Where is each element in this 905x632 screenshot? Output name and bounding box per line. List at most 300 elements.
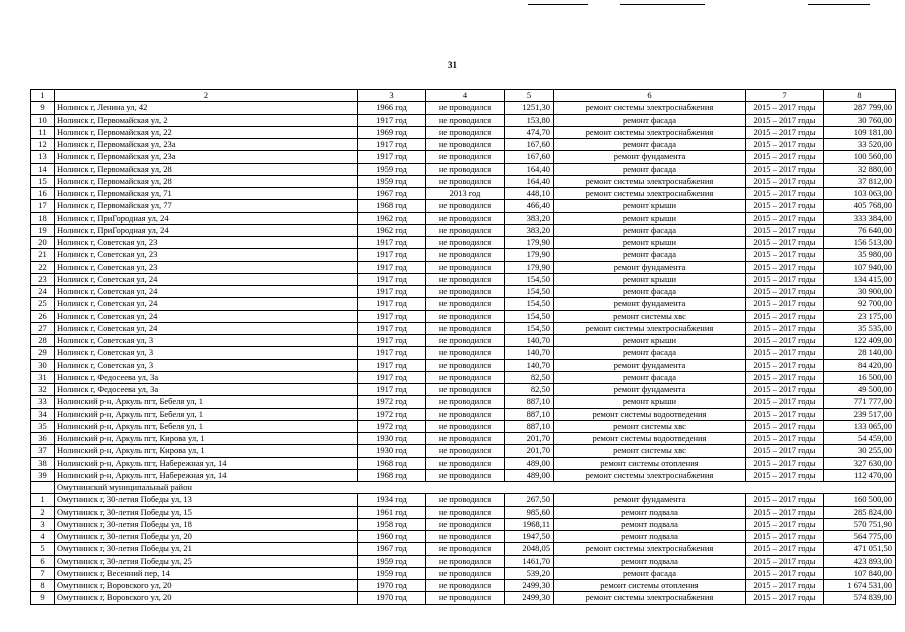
last-repair-year-cell: не проводился — [426, 151, 505, 163]
period-cell: 2015 – 2017 годы — [746, 408, 824, 420]
col-number-8: 8 — [824, 90, 896, 102]
last-repair-year-cell: не проводился — [426, 249, 505, 261]
table-row — [31, 469, 896, 481]
cost-cell: 285 824,00 — [824, 506, 896, 518]
row-number-cell: 26 — [31, 310, 55, 322]
address-cell: Нолинский р-н, Аркуль пгт, Бебеля ул, 1 — [55, 408, 358, 420]
table-row — [31, 359, 896, 371]
cost-cell: 1 674 531,00 — [824, 580, 896, 592]
period-cell: 2015 – 2017 годы — [746, 335, 824, 347]
build-year-cell: 1934 год — [358, 494, 426, 506]
last-repair-year-cell: не проводился — [426, 359, 505, 371]
work-type-cell: ремонт фасада — [554, 347, 746, 359]
section-empty-cell — [31, 482, 55, 494]
address-cell: Нолинский р-н, Аркуль пгт, Набережная ул, 14 — [55, 469, 358, 481]
cost-cell: 103 063,00 — [824, 188, 896, 200]
area-cell: 153,80 — [505, 114, 554, 126]
row-number-cell: 10 — [31, 114, 55, 126]
address-cell: Нолинск г, Первомайская ул, 2 — [55, 114, 358, 126]
table-row — [31, 445, 896, 457]
col-number-2: 2 — [55, 90, 358, 102]
area-cell: 985,60 — [505, 506, 554, 518]
area-cell: 1968,11 — [505, 518, 554, 530]
table-row — [31, 139, 896, 151]
address-cell: Нолинский р-н, Аркуль пгт, Бебеля ул, 1 — [55, 396, 358, 408]
area-cell: 140,70 — [505, 347, 554, 359]
cost-cell: 107 940,00 — [824, 261, 896, 273]
table-row — [31, 224, 896, 236]
work-type-cell: ремонт системы электроснабжения — [554, 102, 746, 114]
last-repair-year-cell: не проводился — [426, 114, 505, 126]
cost-cell: 122 409,00 — [824, 335, 896, 347]
period-cell: 2015 – 2017 годы — [746, 494, 824, 506]
last-repair-year-cell: не проводился — [426, 531, 505, 543]
col-number-1: 1 — [31, 90, 55, 102]
section-row — [31, 482, 896, 494]
cost-cell: 107 840,00 — [824, 567, 896, 579]
work-type-cell: ремонт фасада — [554, 139, 746, 151]
work-type-cell: ремонт крыши — [554, 212, 746, 224]
last-repair-year-cell: не проводился — [426, 224, 505, 236]
period-cell: 2015 – 2017 годы — [746, 286, 824, 298]
build-year-cell: 1917 год — [358, 139, 426, 151]
table-row — [31, 567, 896, 579]
build-year-cell: 1917 год — [358, 359, 426, 371]
row-number-cell: 3 — [31, 518, 55, 530]
col-number-5: 5 — [505, 90, 554, 102]
work-type-cell: ремонт системы хвс — [554, 445, 746, 457]
area-cell: 140,70 — [505, 335, 554, 347]
col-number-4: 4 — [426, 90, 505, 102]
build-year-cell: 1917 год — [358, 347, 426, 359]
row-number-cell: 12 — [31, 139, 55, 151]
row-number-cell: 22 — [31, 261, 55, 273]
work-type-cell: ремонт фасада — [554, 114, 746, 126]
row-number-cell: 25 — [31, 298, 55, 310]
row-number-cell: 15 — [31, 175, 55, 187]
row-number-cell: 30 — [31, 359, 55, 371]
repair-schedule-table — [30, 89, 896, 605]
table-row — [31, 126, 896, 138]
cost-cell: 564 775,00 — [824, 531, 896, 543]
build-year-cell: 1970 год — [358, 592, 426, 604]
last-repair-year-cell: не проводился — [426, 102, 505, 114]
area-cell: 82,50 — [505, 371, 554, 383]
period-cell: 2015 – 2017 годы — [746, 151, 824, 163]
period-cell: 2015 – 2017 годы — [746, 506, 824, 518]
last-repair-year-cell: не проводился — [426, 237, 505, 249]
cost-cell: 33 520,00 — [824, 139, 896, 151]
work-type-cell: ремонт системы хвс — [554, 420, 746, 432]
area-cell: 140,70 — [505, 359, 554, 371]
build-year-cell: 1917 год — [358, 310, 426, 322]
period-cell: 2015 – 2017 годы — [746, 188, 824, 200]
table-row — [31, 531, 896, 543]
area-cell: 466,40 — [505, 200, 554, 212]
area-cell: 154,50 — [505, 273, 554, 285]
address-cell: Нолинск г, Федосеева ул, 3а — [55, 371, 358, 383]
work-type-cell: ремонт подвала — [554, 531, 746, 543]
cost-cell: 30 900,00 — [824, 286, 896, 298]
area-cell: 167,60 — [505, 151, 554, 163]
column-number-row — [31, 90, 896, 102]
work-type-cell: ремонт фасада — [554, 567, 746, 579]
build-year-cell: 1968 год — [358, 469, 426, 481]
table-row — [31, 592, 896, 604]
area-cell: 154,50 — [505, 286, 554, 298]
row-number-cell: 7 — [31, 567, 55, 579]
row-number-cell: 2 — [31, 506, 55, 518]
table-row — [31, 335, 896, 347]
table-row — [31, 310, 896, 322]
table-row — [31, 298, 896, 310]
build-year-cell: 1917 год — [358, 335, 426, 347]
cost-cell: 28 140,00 — [824, 347, 896, 359]
cost-cell: 35 980,00 — [824, 249, 896, 261]
table-row — [31, 580, 896, 592]
period-cell: 2015 – 2017 годы — [746, 371, 824, 383]
build-year-cell: 1959 год — [358, 163, 426, 175]
address-cell: Нолинск г, ПриГородная ул, 24 — [55, 212, 358, 224]
row-number-cell: 9 — [31, 592, 55, 604]
last-repair-year-cell: не проводился — [426, 518, 505, 530]
table-row — [31, 249, 896, 261]
area-cell: 2499,30 — [505, 580, 554, 592]
table-row — [31, 555, 896, 567]
row-number-cell: 29 — [31, 347, 55, 359]
build-year-cell: 1959 год — [358, 175, 426, 187]
cost-cell: 574 839,00 — [824, 592, 896, 604]
address-cell: Нолинск г, Советская ул, 23 — [55, 237, 358, 249]
address-cell: Нолинск г, Советская ул, 3 — [55, 359, 358, 371]
cost-cell: 16 500,00 — [824, 371, 896, 383]
last-repair-year-cell: не проводился — [426, 335, 505, 347]
work-type-cell: ремонт крыши — [554, 200, 746, 212]
build-year-cell: 1959 год — [358, 567, 426, 579]
row-number-cell: 28 — [31, 335, 55, 347]
period-cell: 2015 – 2017 годы — [746, 322, 824, 334]
table-row — [31, 175, 896, 187]
period-cell: 2015 – 2017 годы — [746, 555, 824, 567]
build-year-cell: 1969 год — [358, 126, 426, 138]
address-cell: Нолинск г, Первомайская ул, 23а — [55, 139, 358, 151]
last-repair-year-cell: не проводился — [426, 273, 505, 285]
work-type-cell: ремонт крыши — [554, 335, 746, 347]
work-type-cell: ремонт фасада — [554, 224, 746, 236]
cost-cell: 23 175,00 — [824, 310, 896, 322]
work-type-cell: ремонт фундамента — [554, 261, 746, 273]
area-cell: 267,50 — [505, 494, 554, 506]
period-cell: 2015 – 2017 годы — [746, 518, 824, 530]
last-repair-year-cell: не проводился — [426, 200, 505, 212]
cost-cell: 134 415,00 — [824, 273, 896, 285]
address-cell: Нолинск г, Первомайская ул, 71 — [55, 188, 358, 200]
last-repair-year-cell: не проводился — [426, 175, 505, 187]
row-number-cell: 17 — [31, 200, 55, 212]
row-number-cell: 13 — [31, 151, 55, 163]
period-cell: 2015 – 2017 годы — [746, 531, 824, 543]
table-row — [31, 457, 896, 469]
build-year-cell: 1917 год — [358, 261, 426, 273]
address-cell: Нолинский р-н, Аркуль пгт, Кирова ул, 1 — [55, 445, 358, 457]
area-cell: 164,40 — [505, 175, 554, 187]
table-row — [31, 506, 896, 518]
area-cell: 201,70 — [505, 433, 554, 445]
address-cell: Омутнинск г, 30-летия Победы ул, 20 — [55, 531, 358, 543]
table-body — [31, 90, 896, 605]
address-cell: Нолинск г, Первомайская ул, 23а — [55, 151, 358, 163]
period-cell: 2015 – 2017 годы — [746, 200, 824, 212]
address-cell: Омутнинск г, 30-летия Победы ул, 15 — [55, 506, 358, 518]
last-repair-year-cell: не проводился — [426, 163, 505, 175]
address-cell: Нолинск г, Первомайская ул, 22 — [55, 126, 358, 138]
table-row — [31, 163, 896, 175]
address-cell: Нолинск г, Советская ул, 24 — [55, 310, 358, 322]
build-year-cell: 1958 год — [358, 518, 426, 530]
table-row — [31, 543, 896, 555]
row-number-cell: 18 — [31, 212, 55, 224]
area-cell: 82,50 — [505, 384, 554, 396]
build-year-cell: 1972 год — [358, 408, 426, 420]
period-cell: 2015 – 2017 годы — [746, 592, 824, 604]
cost-cell: 84 420,00 — [824, 359, 896, 371]
work-type-cell: ремонт крыши — [554, 273, 746, 285]
area-cell: 164,40 — [505, 163, 554, 175]
period-cell: 2015 – 2017 годы — [746, 237, 824, 249]
area-cell: 539,20 — [505, 567, 554, 579]
last-repair-year-cell: не проводился — [426, 384, 505, 396]
work-type-cell: ремонт системы электроснабжения — [554, 322, 746, 334]
cost-cell: 49 500,00 — [824, 384, 896, 396]
period-cell: 2015 – 2017 годы — [746, 249, 824, 261]
cost-cell: 37 812,00 — [824, 175, 896, 187]
period-cell: 2015 – 2017 годы — [746, 310, 824, 322]
table-row — [31, 494, 896, 506]
build-year-cell: 1961 год — [358, 506, 426, 518]
table-row — [31, 212, 896, 224]
period-cell: 2015 – 2017 годы — [746, 347, 824, 359]
period-cell: 2015 – 2017 годы — [746, 212, 824, 224]
last-repair-year-cell: не проводился — [426, 506, 505, 518]
cost-cell: 287 799,00 — [824, 102, 896, 114]
build-year-cell: 1967 год — [358, 543, 426, 555]
row-number-cell: 9 — [31, 102, 55, 114]
row-number-cell: 8 — [31, 580, 55, 592]
work-type-cell: ремонт подвала — [554, 518, 746, 530]
cost-cell: 156 513,00 — [824, 237, 896, 249]
last-repair-year-cell: не проводился — [426, 298, 505, 310]
cost-cell: 333 384,00 — [824, 212, 896, 224]
period-cell: 2015 – 2017 годы — [746, 273, 824, 285]
area-cell: 1947,50 — [505, 531, 554, 543]
page-number: 31 — [448, 60, 457, 70]
build-year-cell: 1970 год — [358, 580, 426, 592]
build-year-cell: 1917 год — [358, 286, 426, 298]
last-repair-year-cell: не проводился — [426, 371, 505, 383]
last-repair-year-cell: 2013 год — [426, 188, 505, 200]
period-cell: 2015 – 2017 годы — [746, 175, 824, 187]
area-cell: 1461,70 — [505, 555, 554, 567]
work-type-cell: ремонт системы электроснабжения — [554, 469, 746, 481]
area-cell: 179,90 — [505, 249, 554, 261]
period-cell: 2015 – 2017 годы — [746, 298, 824, 310]
last-repair-year-cell: не проводился — [426, 494, 505, 506]
period-cell: 2015 – 2017 годы — [746, 163, 824, 175]
cost-cell: 471 051,50 — [824, 543, 896, 555]
address-cell: Нолинск г, Советская ул, 24 — [55, 322, 358, 334]
area-cell: 489,00 — [505, 469, 554, 481]
address-cell: Нолинск г, ПриГородная ул, 24 — [55, 224, 358, 236]
cost-cell: 570 751,90 — [824, 518, 896, 530]
cost-cell: 423 893,00 — [824, 555, 896, 567]
build-year-cell: 1962 год — [358, 212, 426, 224]
row-number-cell: 34 — [31, 408, 55, 420]
table-row — [31, 286, 896, 298]
address-cell: Нолинск г, Советская ул, 23 — [55, 261, 358, 273]
last-repair-year-cell: не проводился — [426, 592, 505, 604]
last-repair-year-cell: не проводился — [426, 567, 505, 579]
area-cell: 474,70 — [505, 126, 554, 138]
address-cell: Нолинск г, Первомайская ул, 28 — [55, 163, 358, 175]
table-row — [31, 420, 896, 432]
cost-cell: 239 517,00 — [824, 408, 896, 420]
period-cell: 2015 – 2017 годы — [746, 139, 824, 151]
row-number-cell: 4 — [31, 531, 55, 543]
work-type-cell: ремонт фасада — [554, 286, 746, 298]
last-repair-year-cell: не проводился — [426, 139, 505, 151]
work-type-cell: ремонт системы электроснабжения — [554, 175, 746, 187]
area-cell: 154,50 — [505, 298, 554, 310]
period-cell: 2015 – 2017 годы — [746, 420, 824, 432]
last-repair-year-cell: не проводился — [426, 396, 505, 408]
build-year-cell: 1968 год — [358, 457, 426, 469]
row-number-cell: 27 — [31, 322, 55, 334]
address-cell: Омутнинск г, 30-летия Победы ул, 21 — [55, 543, 358, 555]
area-cell: 383,20 — [505, 212, 554, 224]
work-type-cell: ремонт фундамента — [554, 494, 746, 506]
cost-cell: 327 630,00 — [824, 457, 896, 469]
period-cell: 2015 – 2017 годы — [746, 469, 824, 481]
last-repair-year-cell: не проводился — [426, 126, 505, 138]
period-cell: 2015 – 2017 годы — [746, 457, 824, 469]
row-number-cell: 32 — [31, 384, 55, 396]
last-repair-year-cell: не проводился — [426, 433, 505, 445]
build-year-cell: 1967 год — [358, 188, 426, 200]
work-type-cell: ремонт фундамента — [554, 298, 746, 310]
period-cell: 2015 – 2017 годы — [746, 126, 824, 138]
section-title: Омутнинский муниципальный район — [55, 482, 896, 494]
work-type-cell: ремонт подвала — [554, 555, 746, 567]
cost-cell: 30 255,00 — [824, 445, 896, 457]
top-rule-right — [808, 4, 870, 5]
last-repair-year-cell: не проводился — [426, 445, 505, 457]
row-number-cell: 35 — [31, 420, 55, 432]
address-cell: Нолинск г, Советская ул, 24 — [55, 286, 358, 298]
build-year-cell: 1960 год — [358, 531, 426, 543]
work-type-cell: ремонт системы электроснабжения — [554, 592, 746, 604]
table-row — [31, 102, 896, 114]
table-row — [31, 237, 896, 249]
work-type-cell: ремонт системы водоотведения — [554, 408, 746, 420]
address-cell: Омутнинск г, 30-летия Победы ул, 25 — [55, 555, 358, 567]
build-year-cell: 1917 год — [358, 371, 426, 383]
address-cell: Омутнинск г, Воровского ул, 20 — [55, 592, 358, 604]
table-row — [31, 273, 896, 285]
area-cell: 383,20 — [505, 224, 554, 236]
work-type-cell: ремонт системы отопления — [554, 580, 746, 592]
area-cell: 179,90 — [505, 237, 554, 249]
top-rule-left — [528, 4, 588, 5]
table-row — [31, 433, 896, 445]
row-number-cell: 21 — [31, 249, 55, 261]
area-cell: 887,10 — [505, 396, 554, 408]
area-cell: 489,00 — [505, 457, 554, 469]
area-cell: 2048,05 — [505, 543, 554, 555]
row-number-cell: 1 — [31, 494, 55, 506]
address-cell: Нолинск г, Советская ул, 24 — [55, 273, 358, 285]
last-repair-year-cell: не проводился — [426, 457, 505, 469]
row-number-cell: 14 — [31, 163, 55, 175]
row-number-cell: 31 — [31, 371, 55, 383]
build-year-cell: 1968 год — [358, 200, 426, 212]
last-repair-year-cell: не проводился — [426, 469, 505, 481]
cost-cell: 100 560,00 — [824, 151, 896, 163]
period-cell: 2015 – 2017 годы — [746, 396, 824, 408]
work-type-cell: ремонт системы отопления — [554, 457, 746, 469]
build-year-cell: 1917 год — [358, 384, 426, 396]
cost-cell: 92 700,00 — [824, 298, 896, 310]
table-row — [31, 322, 896, 334]
row-number-cell: 39 — [31, 469, 55, 481]
address-cell: Нолинск г, Первомайская ул, 77 — [55, 200, 358, 212]
period-cell: 2015 – 2017 годы — [746, 567, 824, 579]
area-cell: 154,50 — [505, 322, 554, 334]
period-cell: 2015 – 2017 годы — [746, 224, 824, 236]
build-year-cell: 1917 год — [358, 249, 426, 261]
work-type-cell: ремонт фундамента — [554, 151, 746, 163]
area-cell: 887,10 — [505, 420, 554, 432]
period-cell: 2015 – 2017 годы — [746, 102, 824, 114]
address-cell: Омутнинск г, Воровского ул, 20 — [55, 580, 358, 592]
area-cell: 201,70 — [505, 445, 554, 457]
work-type-cell: ремонт крыши — [554, 237, 746, 249]
period-cell: 2015 – 2017 годы — [746, 433, 824, 445]
address-cell: Нолинск г, Ленина ул, 42 — [55, 102, 358, 114]
period-cell: 2015 – 2017 годы — [746, 580, 824, 592]
address-cell: Нолинский р-н, Аркуль пгт, Набережная ул, 14 — [55, 457, 358, 469]
table-row — [31, 518, 896, 530]
build-year-cell: 1917 год — [358, 151, 426, 163]
cost-cell: 109 181,00 — [824, 126, 896, 138]
col-number-7: 7 — [746, 90, 824, 102]
build-year-cell: 1917 год — [358, 114, 426, 126]
build-year-cell: 1917 год — [358, 237, 426, 249]
period-cell: 2015 – 2017 годы — [746, 261, 824, 273]
work-type-cell: ремонт фасада — [554, 163, 746, 175]
cost-cell: 35 535,00 — [824, 322, 896, 334]
address-cell: Омутнинск г, 30-летия Победы ул, 13 — [55, 494, 358, 506]
work-type-cell: ремонт системы электроснабжения — [554, 126, 746, 138]
build-year-cell: 1917 год — [358, 273, 426, 285]
last-repair-year-cell: не проводился — [426, 543, 505, 555]
address-cell: Нолинск г, Советская ул, 3 — [55, 347, 358, 359]
build-year-cell: 1972 год — [358, 420, 426, 432]
address-cell: Нолинск г, Советская ул, 23 — [55, 249, 358, 261]
period-cell: 2015 – 2017 годы — [746, 359, 824, 371]
address-cell: Нолинский р-н, Аркуль пгт, Кирова ул, 1 — [55, 433, 358, 445]
cost-cell: 32 880,00 — [824, 163, 896, 175]
build-year-cell: 1962 год — [358, 224, 426, 236]
